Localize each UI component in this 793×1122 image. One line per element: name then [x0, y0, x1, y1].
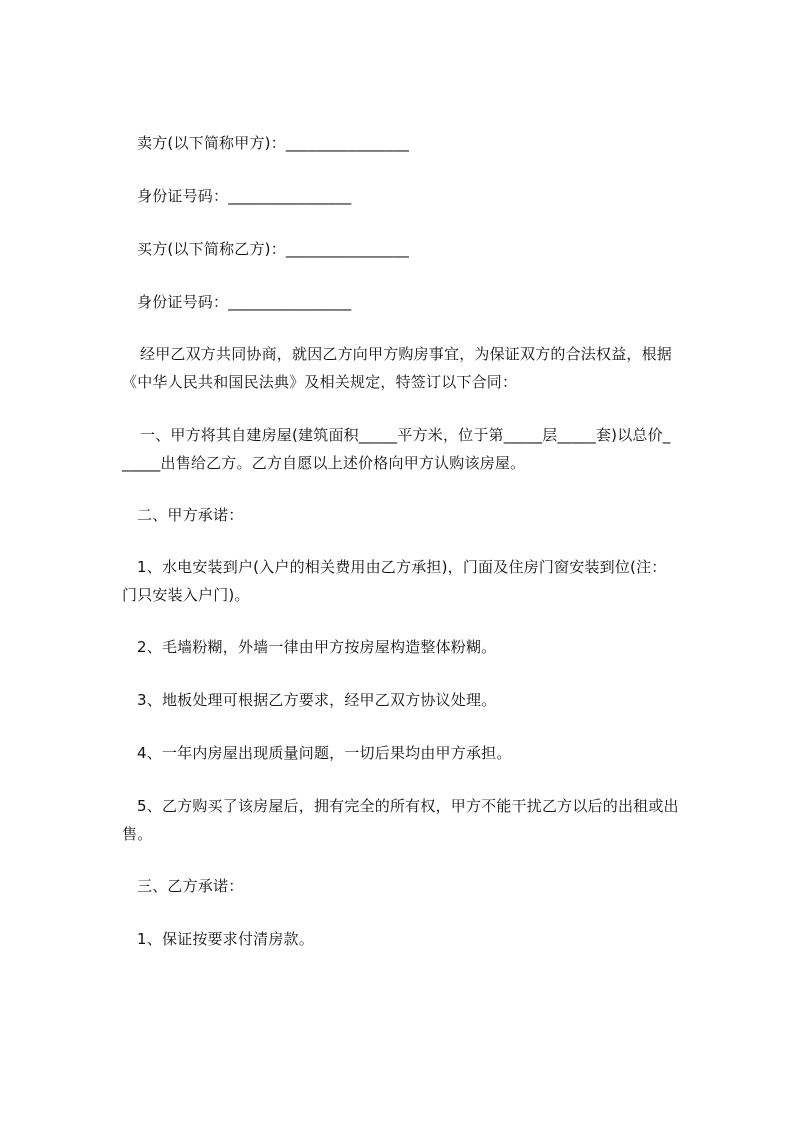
buyer-field: 买方(以下简称乙方)：________________ — [137, 240, 410, 258]
article-2-item-5-line-2: 售。 — [122, 825, 153, 843]
seller-field: 卖方(以下简称甲方)：________________ — [137, 134, 410, 152]
article-1-line-1: 一、甲方将其自建房屋(建筑面积_____平方米，位于第_____层_____套)以总价_ — [140, 426, 671, 444]
seller-id-field: 身份证号码：________________ — [137, 187, 352, 205]
article-1-line-2: _____出售给乙方。乙方自愿以上述价格向甲方认购该房屋。 — [122, 454, 526, 472]
article-2-item-4: 4、一年内房屋出现质量问题，一切后果均由甲方承担。 — [137, 744, 512, 762]
article-2-item-1-line-1: 1、水电安装到户(入户的相关费用由乙方承担)，门面及住房门窗安装到位(注： — [137, 558, 667, 576]
article-2-item-2: 2、毛墙粉糊，外墙一律由甲方按房屋构造整体粉糊。 — [137, 638, 497, 656]
article-2-item-3: 3、地板处理可根据乙方要求，经甲乙双方协议处理。 — [137, 691, 497, 709]
buyer-id-field: 身份证号码：________________ — [137, 293, 352, 311]
article-2-item-1-line-2: 门只安装入户门)。 — [122, 586, 250, 604]
article-3-item-1: 1、保证按要求付清房款。 — [137, 930, 314, 948]
article-2-item-5-line-1: 5、乙方购买了该房屋后，拥有完全的所有权，甲方不能干扰乙方以后的出租或出 — [137, 797, 679, 815]
preamble-line-2: 《中华人民共和国民法典》及相关规定，特签订以下合同： — [122, 373, 518, 391]
article-3-title: 三、乙方承诺： — [137, 877, 244, 895]
preamble-line-1: 经甲乙双方共同协商，就因乙方向甲方购房事宜，为保证双方的合法权益，根据 — [140, 345, 673, 363]
article-2-title: 二、甲方承诺： — [137, 506, 244, 524]
